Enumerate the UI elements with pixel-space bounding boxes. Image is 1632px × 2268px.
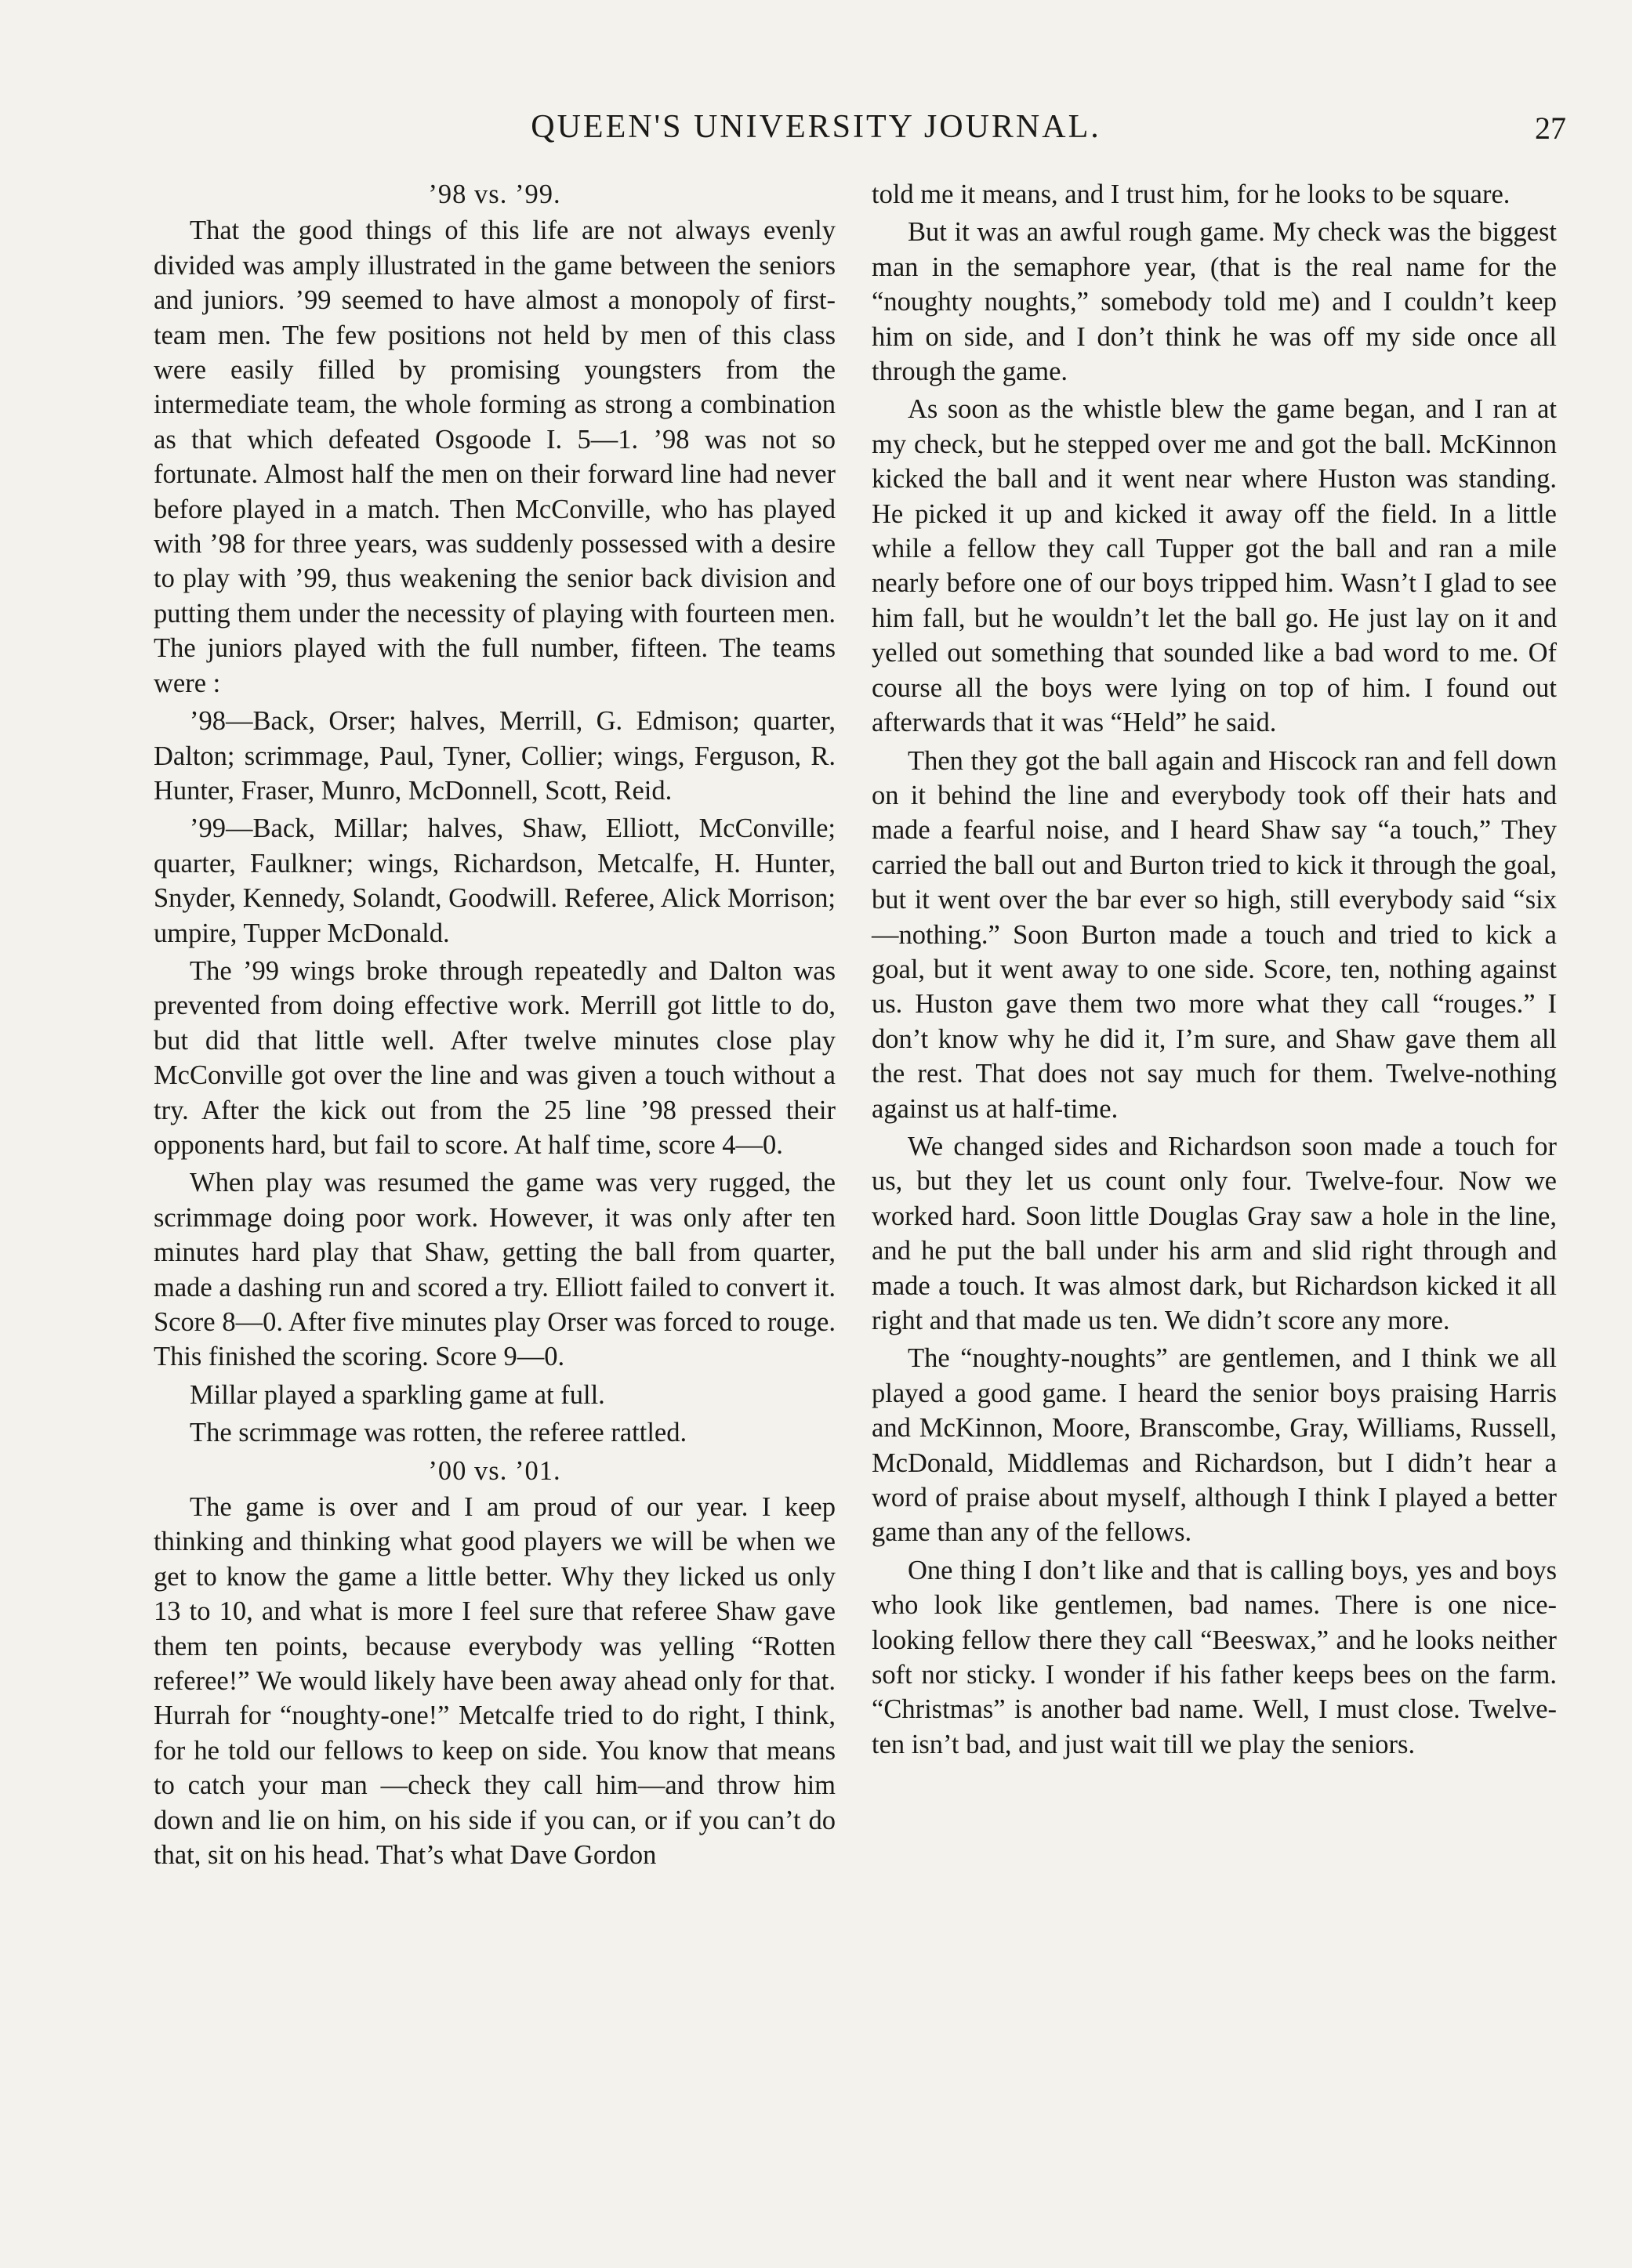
article-paragraph: Millar played a sparkling game at full. bbox=[190, 1379, 605, 1410]
article-paragraph: The game is over and I am proud of our year. I keep thinking and thinking what good players we will be when we get to know the game a little better. Why they licked us only 13 to 10, and what is more I feel sure that referee Shaw gave them ten points, because everybody was yelling “Rotten referee!” We would likely have been away ahead only for that. Hurrah for “noughty-one!” Metcalfe tried to do right, I think, for he told our fellows to keep on side. You know that means to catch your man —check they call him—and throw him down and lie on him, on his side if you can, or if you can’t do that, sit on his head. That’s what Dave Gordon bbox=[154, 1492, 836, 1871]
team-roster-99: ’99—Back, Millar; halves, Shaw, Elliott, McConville; quarter, Faulkner; wings, Richardson, Metcalfe, H. Hunter, Snyder, Kennedy, Solandt, Goodwill. Referee, Alick Morrison; umpire, Tupper McDonald. bbox=[154, 813, 836, 948]
article-paragraph: The “noughty-noughts” are gentlemen, and I think we all played a good game. I heard the senior boys praising Harris and McKinnon, Moore, Branscombe, Gray, Williams, Russell, McDonald, Middlemas and Richardson, but I didn’t hear a word of praise about myself, although I think I played a better game than any of the fellows. bbox=[872, 1343, 1557, 1548]
section-heading-98-vs-99: ’98 vs. ’99. bbox=[428, 179, 561, 209]
article-paragraph: But it was an awful rough game. My check was the biggest man in the semaphore year, (that is the real name for the “noughty noughts,” somebody told me) and I couldn’t keep him on side, and I don’t think he was off my side once all through the game. bbox=[872, 217, 1557, 387]
journal-title: QUEEN'S UNIVERSITY JOURNAL. bbox=[531, 109, 1101, 145]
article-paragraph: One thing I don’t like and that is calling boys, yes and boys who look like gentlemen, bad names. There is one nice-looking fellow there they call “Beeswax,” and he looks neither soft nor sticky. I wonder if his father keeps bees on the farm. “Christmas” is another bad name. Well, I must close. Twelve-ten isn’t bad, and just wait till we play the seniors. bbox=[872, 1555, 1557, 1759]
article-paragraph: When play was resumed the game was very rugged, the scrimmage doing poor work. However, it was only after ten minutes hard play that Shaw, getting the ball from quarter, made a dashing run and scored a try. Elliott failed to convert it. Score 8—0. After five minutes play Orser was forced to rouge. This finished the scoring. Score 9—0. bbox=[154, 1168, 836, 1372]
article-paragraph: The scrimmage was rotten, the referee rattled. bbox=[190, 1418, 687, 1448]
article-paragraph: told me it means, and I trust him, for he looks to be square. bbox=[872, 179, 1511, 209]
article-paragraph: We changed sides and Richardson soon made a touch for us, but they let us count only four. Twelve-four. Now we worked hard. Soon little Douglas Gray saw a hole in the line, and he put the ball under his arm and slid right through and made a touch. It was almost dark, but Richardson kicked it all right and that made us ten. We didn’t score any more. bbox=[872, 1131, 1557, 1335]
article-paragraph: The ’99 wings broke through repeatedly and Dalton was prevented from doing effective work. Merrill got little to do, but did that little well. After twelve minutes close play McConville got over the line and was given a touch without a try. After the kick out from the 25 line ’98 pressed their opponents hard, but fail to score. At half time, score 4—0. bbox=[154, 955, 836, 1160]
article-paragraph: Then they got the ball again and Hiscock ran and fell down on it behind the line and everybody took off their hats and made a fearful noise, and I heard Shaw say “a touch,” They carried the ball out and Burton tried to kick it through the goal, but it went over the bar ever so high, still everybody said “six—nothing.” Soon Burton made a touch and tried to kick a goal, but it went away to one side. Score, ten, nothing against us. Huston gave them two more what they call “rouges.” I don’t know why he did it, I’m sure, and Shaw gave them all the rest. That does not say much for them. Twelve-nothing against us at half-time. bbox=[872, 745, 1557, 1124]
team-roster-98: ’98—Back, Orser; halves, Merrill, G. Edmison; quarter, Dalton; scrimmage, Paul, Tyner, Collier; wings, Ferguson, R. Hunter, Fraser, Munro, McDonnell, Scott, Reid. bbox=[154, 706, 836, 806]
article-paragraph: As soon as the whistle blew the game began, and I ran at my check, but he stepped over me and got the ball. McKinnon kicked the ball and it went near where Huston was standing. He picked it up and kicked it away off the field. In a little while a fellow they call Tupper got the ball and ran a mile nearly before one of our boys tripped him. Wasn’t I glad to see him fall, but he wouldn’t let the ball go. He just lay on it and yelled out something that sounded like a bad word to me. Of course all the boys were lying on top of him. I found out afterwards that it was “Held” he said. bbox=[872, 394, 1557, 738]
right-column bbox=[872, 177, 1557, 1765]
left-column bbox=[154, 177, 836, 1876]
article-paragraph: That the good things of this life are not always evenly divided was amply illustrated in the game between the seniors and juniors. ’99 seemed to have almost a monopoly of first-team men. The few positions not held by men of this class were easily filled by promising youngsters from the intermediate team, the whole forming as strong a combination as that which defeated Osgoode I. 5—1. ’98 was not so fortunate. Almost half the men on their forward line had never before played in a match. Then McConville, who has played with ’98 for three years, was suddenly possessed with a desire to play with ’99, thus weakening the senior back division and putting them under the necessity of playing with fourteen men. The juniors played with the full number, fifteen. The teams were : bbox=[154, 216, 836, 698]
page-header bbox=[0, 108, 1632, 155]
page-number: 27 bbox=[1535, 111, 1566, 146]
section-heading-00-vs-01: ’00 vs. ’01. bbox=[428, 1455, 561, 1486]
